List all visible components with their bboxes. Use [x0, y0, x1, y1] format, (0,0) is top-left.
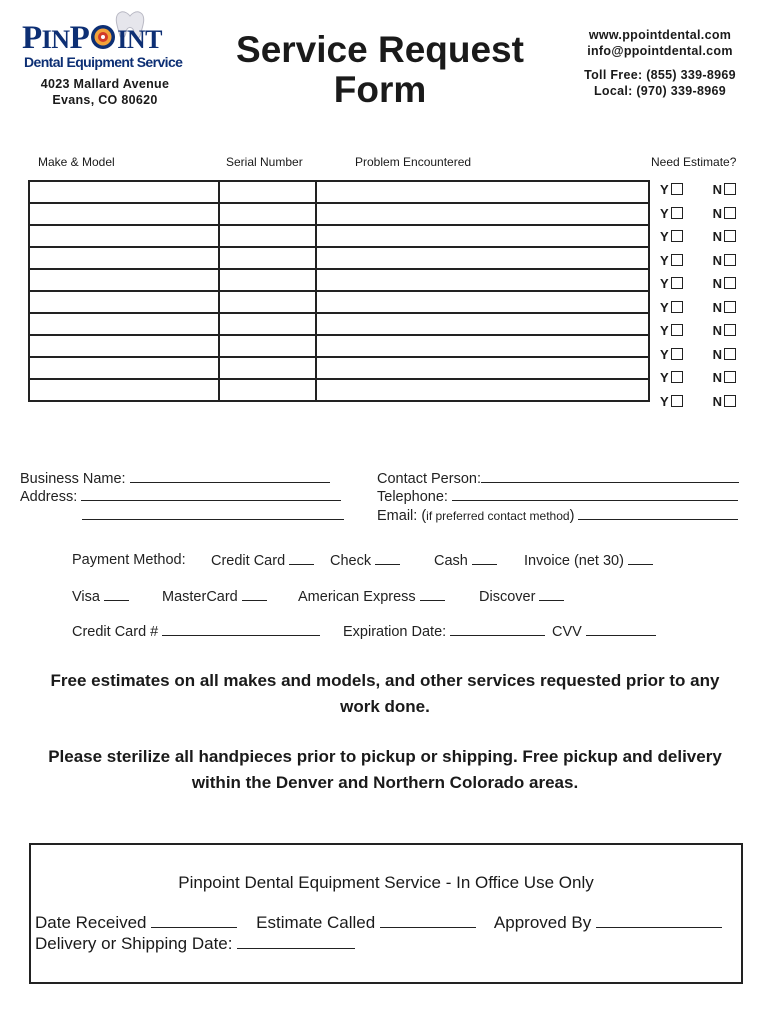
serial-number-cell[interactable]: [219, 181, 316, 203]
serial-number-cell[interactable]: [219, 247, 316, 269]
estimate-row: [660, 206, 760, 230]
problem-cell[interactable]: [316, 225, 649, 247]
make-model-cell[interactable]: [29, 225, 219, 247]
problem-cell[interactable]: [316, 269, 649, 291]
logo-subtitle: Dental Equipment Service: [24, 54, 183, 70]
problem-cell[interactable]: [316, 313, 649, 335]
website-link[interactable]: www.ppointdental.com: [588, 28, 732, 42]
address-field-line-2[interactable]: [82, 507, 344, 524]
payment-invoice[interactable]: Invoice (net 30): [524, 552, 653, 569]
telephone-field[interactable]: Telephone:: [377, 488, 738, 505]
no-checkbox[interactable]: N: [713, 394, 736, 409]
card-visa[interactable]: Visa: [72, 588, 129, 605]
table-row: [29, 313, 649, 335]
yes-checkbox[interactable]: Y: [660, 229, 683, 244]
payment-credit-card[interactable]: Credit Card: [211, 552, 314, 569]
yes-checkbox[interactable]: Y: [660, 394, 683, 409]
contact-person-field[interactable]: Contact Person:: [377, 470, 739, 487]
expiration-date-field[interactable]: Expiration Date:: [343, 623, 545, 640]
estimate-row: [660, 300, 760, 324]
table-row: [29, 357, 649, 379]
make-model-cell[interactable]: [29, 335, 219, 357]
business-name-field[interactable]: Business Name:: [20, 470, 330, 487]
free-estimates-note: Free estimates on all makes and models, and other services requested prior to any work done.: [50, 671, 720, 716]
address-line-1: 4023 Mallard Avenue: [40, 77, 170, 91]
target-icon: [90, 24, 116, 57]
table-row: [29, 335, 649, 357]
estimate-row: [660, 182, 760, 206]
problem-cell[interactable]: [316, 203, 649, 225]
make-model-cell[interactable]: [29, 313, 219, 335]
table-row: [29, 269, 649, 291]
estimate-row: [660, 370, 760, 394]
no-checkbox[interactable]: N: [713, 206, 736, 221]
company-contact: [570, 27, 750, 99]
no-checkbox[interactable]: N: [713, 253, 736, 268]
yes-checkbox[interactable]: Y: [660, 182, 683, 197]
header-need-estimate: Need Estimate?: [651, 155, 737, 169]
make-model-cell[interactable]: [29, 357, 219, 379]
serial-number-cell[interactable]: [219, 269, 316, 291]
table-row: [29, 225, 649, 247]
table-row: [29, 291, 649, 313]
payment-method-label: Payment Method:: [72, 552, 186, 568]
office-use-title: Pinpoint Dental Equipment Service - In Office Use Only: [178, 873, 594, 892]
sterilize-note: Please sterilize all handpieces prior to pickup or shipping. Free pickup and delivery within the Denver and Northern Colorado areas.: [48, 747, 722, 792]
yes-checkbox[interactable]: Y: [660, 300, 683, 315]
yes-checkbox[interactable]: Y: [660, 206, 683, 221]
address-field[interactable]: Address:: [20, 488, 341, 505]
table-row: [29, 181, 649, 203]
serial-number-cell[interactable]: [219, 379, 316, 401]
cvv-field[interactable]: CVV: [552, 623, 656, 640]
problem-cell[interactable]: [316, 379, 649, 401]
card-american-express[interactable]: American Express: [298, 588, 445, 605]
no-checkbox[interactable]: N: [713, 300, 736, 315]
problem-cell[interactable]: [316, 181, 649, 203]
local-phone: Local: (970) 339-8969: [593, 84, 727, 98]
company-address: [20, 76, 190, 108]
table-row: [29, 247, 649, 269]
make-model-cell[interactable]: [29, 181, 219, 203]
email-link[interactable]: info@ppointdental.com: [587, 44, 733, 58]
make-model-cell[interactable]: [29, 247, 219, 269]
yes-checkbox[interactable]: Y: [660, 276, 683, 291]
problem-cell[interactable]: [316, 335, 649, 357]
date-received-field[interactable]: Date Received: [35, 913, 237, 932]
estimate-row: [660, 394, 760, 418]
yes-checkbox[interactable]: Y: [660, 253, 683, 268]
problem-cell[interactable]: [316, 291, 649, 313]
toll-free-phone: Toll Free: (855) 339-8969: [584, 68, 736, 82]
header-make-model: Make & Model: [38, 155, 115, 169]
payment-check[interactable]: Check: [330, 552, 400, 569]
no-checkbox[interactable]: N: [713, 276, 736, 291]
estimate-row: [660, 229, 760, 253]
no-checkbox[interactable]: N: [713, 182, 736, 197]
no-checkbox[interactable]: N: [713, 370, 736, 385]
serial-number-cell[interactable]: [219, 225, 316, 247]
office-line-1: [35, 913, 722, 933]
no-checkbox[interactable]: N: [713, 323, 736, 338]
card-mastercard[interactable]: MasterCard: [162, 588, 267, 605]
estimate-row: [660, 323, 760, 347]
make-model-cell[interactable]: [29, 379, 219, 401]
serial-number-cell[interactable]: [219, 291, 316, 313]
make-model-cell[interactable]: [29, 291, 219, 313]
table-row: [29, 203, 649, 225]
yes-checkbox[interactable]: Y: [660, 370, 683, 385]
serial-number-cell[interactable]: [219, 203, 316, 225]
no-checkbox[interactable]: N: [713, 347, 736, 362]
yes-checkbox[interactable]: Y: [660, 347, 683, 362]
problem-cell[interactable]: [316, 357, 649, 379]
office-use-box: [29, 843, 743, 984]
card-discover[interactable]: Discover: [479, 588, 564, 605]
no-checkbox[interactable]: N: [713, 229, 736, 244]
yes-checkbox[interactable]: Y: [660, 323, 683, 338]
credit-card-number-field[interactable]: Credit Card #: [72, 623, 320, 640]
header-serial-number: Serial Number: [226, 155, 303, 169]
estimate-called-field[interactable]: Estimate Called: [256, 913, 476, 932]
email-field[interactable]: Email: (if preferred contact method): [377, 507, 738, 524]
make-model-cell[interactable]: [29, 269, 219, 291]
delivery-date-field[interactable]: Delivery or Shipping Date:: [35, 934, 355, 954]
estimate-checkbox-column: [660, 182, 760, 417]
problem-cell[interactable]: [316, 247, 649, 269]
address-line-2: Evans, CO 80620: [52, 93, 158, 107]
serial-number-cell[interactable]: [219, 357, 316, 379]
serial-number-cell[interactable]: [219, 335, 316, 357]
estimate-row: [660, 347, 760, 371]
payment-cash[interactable]: Cash: [434, 552, 497, 569]
serial-number-cell[interactable]: [219, 313, 316, 335]
make-model-cell[interactable]: [29, 203, 219, 225]
estimate-row: [660, 253, 760, 277]
table-row: [29, 379, 649, 401]
company-logo: [22, 12, 192, 72]
header-problem: Problem Encountered: [355, 155, 472, 169]
page-title: Service Request Form: [236, 29, 524, 110]
approved-by-field[interactable]: Approved By: [494, 913, 722, 932]
equipment-table: [28, 180, 650, 402]
estimate-row: [660, 276, 760, 300]
logo-wordmark: PINP INT: [22, 20, 162, 56]
